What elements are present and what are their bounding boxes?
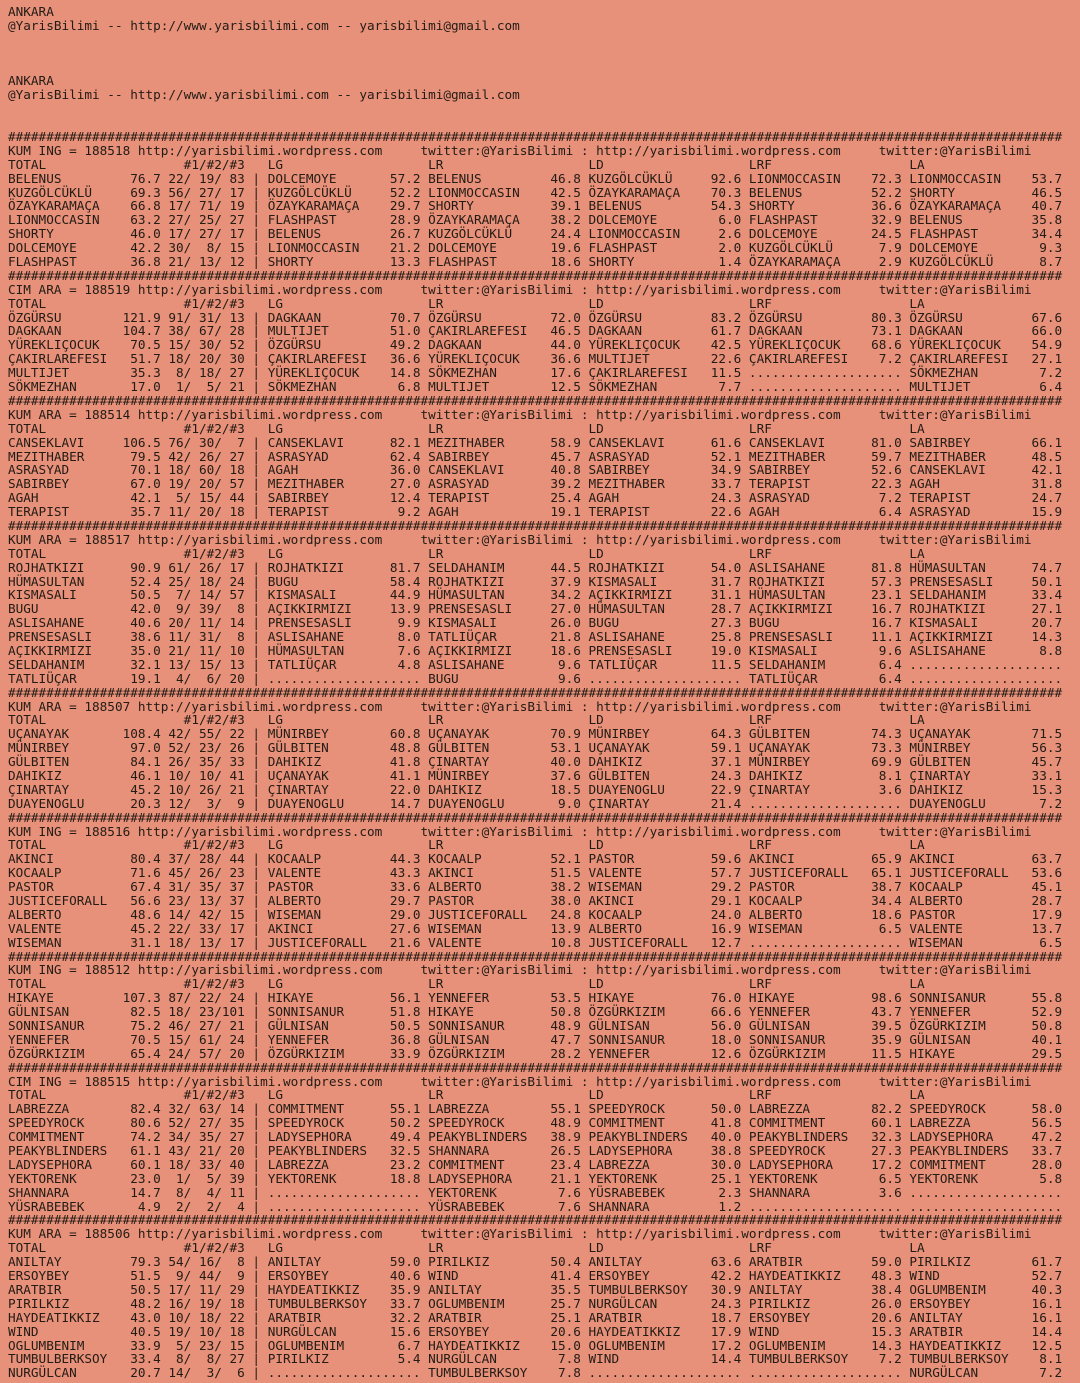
race-row: DUAYENOGLU 20.3 12/ 3/ 9 | DUAYENOGLU 14.7 DUAYENOGLU 9.0 ÇINARTAY 21.4 .................... DUAYENOGLU 7.2 xyxy=(8,795,1063,811)
report-separator: ########################################################################################################################################## xyxy=(8,1212,1063,1228)
race-section-header: CIM ARA = 188519 http://yarisbilimi.wordpress.com twitter:@YarisBilimi : http://yarisbilimi.wordpress.com twitter:@YarisBilimi xyxy=(8,281,1032,297)
race-row: YENNEFER 70.5 15/ 61/ 24 | YENNEFER 36.8 GÜLNISAN 47.7 SONNISANUR 18.0 SONNISANUR 35.9 GÜLNISAN 40.1 xyxy=(8,1031,1063,1047)
race-row: LIONMOCCASIN 63.2 27/ 25/ 27 | FLASHPAST 28.9 ÖZAYKARAMAÇA 38.2 DOLCEMOYE 6.0 FLASHPAST 32.9 BELENUS 35.8 xyxy=(8,212,1063,228)
race-row: CANSEKLAVI 106.5 76/ 30/ 7 | CANSEKLAVI 82.1 MEZITHABER 58.9 CANSEKLAVI 61.6 CANSEKLAVI 81.0 SABIRBEY 66.1 xyxy=(8,434,1063,450)
report-separator: ########################################################################################################################################## xyxy=(8,517,1063,533)
race-row: SELDAHANIM 32.1 13/ 15/ 13 | TATLIÜÇAR 4.8 ASLISAHANE 9.6 TATLIÜÇAR 11.5 SELDAHANIM 6.4 .................... xyxy=(8,656,1063,672)
race-report xyxy=(8,130,1080,1380)
report-separator: ########################################################################################################################################## xyxy=(8,684,1063,700)
race-row: SABIRBEY 67.0 19/ 20/ 57 | MEZITHABER 27.0 ASRASYAD 39.2 MEZITHABER 33.7 TERAPIST 22.3 AGAH 31.8 xyxy=(8,476,1063,492)
race-row: PEAKYBLINDERS 61.1 43/ 21/ 20 | PEAKYBLINDERS 32.5 SHANNARA 26.5 LADYSEPHORA 38.8 SPEEDYROCK 27.3 PEAKYBLINDERS 33.7 xyxy=(8,1143,1063,1159)
report-separator: ########################################################################################################################################## xyxy=(8,392,1063,408)
race-row: WISEMAN 31.1 18/ 13/ 17 | JUSTICEFORALL 21.6 VALENTE 10.8 JUSTICEFORALL 12.7 .................... WISEMAN 6.5 xyxy=(8,934,1063,950)
race-row: OGLUMBENIM 33.9 5/ 23/ 15 | OGLUMBENIM 6.7 HAYDEATIKKIZ 15.0 OGLUMBENIM 17.2 OGLUMBENIM 14.3 HAYDEATIKKIZ 12.5 xyxy=(8,1337,1063,1353)
race-row: YEKTORENK 23.0 1/ 5/ 39 | YEKTORENK 18.8 LADYSEPHORA 21.1 YEKTORENK 25.1 YEKTORENK 6.5 YEKTORENK 5.8 xyxy=(8,1170,1063,1186)
report-separator: ########################################################################################################################################## xyxy=(8,948,1063,964)
column-header-row: TOTAL #1/#2/#3 LG LR LD LRF LA xyxy=(8,295,1063,311)
race-row: SPEEDYROCK 80.6 52/ 27/ 35 | SPEEDYROCK 50.2 SPEEDYROCK 48.9 COMMITMENT 41.8 COMMITMENT 60.1 LABREZZA 56.5 xyxy=(8,1115,1063,1131)
contact-line-repeat: @YarisBilimi -- http://www.yarisbilimi.com -- yarisbilimi@gmail.com xyxy=(8,87,520,103)
race-row: KISMASALI 50.5 7/ 14/ 57 | KISMASALI 44.9 HÜMASULTAN 34.2 AÇIKKIRMIZI 31.1 HÜMASULTAN 23.1 SELDAHANIM 33.4 xyxy=(8,587,1063,603)
report-separator: ########################################################################################################################################## xyxy=(8,809,1063,825)
track-name: ANKARA xyxy=(8,4,54,19)
race-section-header: KUM ARA = 188514 http://yarisbilimi.wordpress.com twitter:@YarisBilimi : http://yarisbilimi.wordpress.com twitter:@YarisBilimi xyxy=(8,406,1032,422)
report-separator: ########################################################################################################################################## xyxy=(8,267,1063,283)
race-row: KUZGÖLCÜKLÜ 69.3 56/ 27/ 17 | KUZGÖLCÜKLÜ 52.2 LIONMOCCASIN 42.5 ÖZAYKARAMAÇA 70.3 BELENUS 52.2 SHORTY 46.5 xyxy=(8,184,1063,200)
race-row: LABREZZA 82.4 32/ 63/ 14 | COMMITMENT 55.1 LABREZZA 55.1 SPEEDYROCK 50.0 LABREZZA 82.2 SPEEDYROCK 58.0 xyxy=(8,1101,1063,1117)
report-separator: ########################################################################################################################################## xyxy=(8,1059,1063,1075)
race-row: ÇINARTAY 45.2 10/ 26/ 21 | ÇINARTAY 22.0 DAHIKIZ 18.5 DUAYENOGLU 22.9 ÇINARTAY 3.6 DAHIKIZ 15.3 xyxy=(8,781,1063,797)
race-row: TATLIÜÇAR 19.1 4/ 6/ 20 | .................... BUGU 9.6 .................... TATLIÜÇAR 6.4 .................... xyxy=(8,670,1063,686)
column-header-row: TOTAL #1/#2/#3 LG LR LD LRF LA xyxy=(8,156,1063,172)
blank-line xyxy=(8,33,1080,47)
race-row: COMMITMENT 74.2 34/ 35/ 27 | LADYSEPHORA 49.4 PEAKYBLINDERS 38.9 PEAKYBLINDERS 40.0 PEAKYBLINDERS 32.3 LADYSEPHORA 47.2 xyxy=(8,1129,1063,1145)
report-separator: ########################################################################################################################################## xyxy=(8,129,1063,145)
race-row: MÜNIRBEY 97.0 52/ 23/ 26 | GÜLBITEN 48.8 GÜLBITEN 53.1 UÇANAYAK 59.1 UÇANAYAK 73.3 MÜNIRBEY 56.3 xyxy=(8,740,1063,756)
race-row: ROJHATKIZI 90.9 61/ 26/ 17 | ROJHATKIZI 81.7 SELDAHANIM 44.5 ROJHATKIZI 54.0 ASLISAHANE 81.8 HÜMASULTAN 74.7 xyxy=(8,559,1063,575)
race-section-header: KUM ARA = 188507 http://yarisbilimi.wordpress.com twitter:@YarisBilimi : http://yarisbilimi.wordpress.com twitter:@YarisBilimi xyxy=(8,698,1032,714)
blank-line xyxy=(8,102,1080,116)
race-row: GÜLNISAN 82.5 18/ 23/101 | SONNISANUR 51.8 HIKAYE 50.8 ÖZGÜRKIZIM 66.6 YENNEFER 43.7 YENNEFER 52.9 xyxy=(8,1004,1063,1020)
track-name-repeat: ANKARA xyxy=(8,73,54,89)
race-row: VALENTE 45.2 22/ 33/ 17 | AKINCI 27.6 WISEMAN 13.9 ALBERTO 16.9 WISEMAN 6.5 VALENTE 13.7 xyxy=(8,920,1063,936)
column-header-row: TOTAL #1/#2/#3 LG LR LD LRF LA xyxy=(8,420,1063,436)
race-row: UÇANAYAK 108.4 42/ 55/ 22 | MÜNIRBEY 60.8 UÇANAYAK 70.9 MÜNIRBEY 64.3 GÜLBITEN 74.3 UÇANAYAK 71.5 xyxy=(8,726,1063,742)
contact-line: @YarisBilimi -- http://www.yarisbilimi.com -- yarisbilimi@gmail.com xyxy=(8,17,520,33)
race-row: JUSTICEFORALL 56.6 23/ 13/ 37 | ALBERTO 29.7 PASTOR 38.0 AKINCI 29.1 KOCAALP 34.4 ALBERTO 28.7 xyxy=(8,893,1063,908)
race-row: PASTOR 67.4 31/ 35/ 37 | PASTOR 33.6 ALBERTO 38.2 WISEMAN 29.2 PASTOR 38.7 KOCAALP 45.1 xyxy=(8,879,1063,895)
race-section-header: CIM ING = 188515 http://yarisbilimi.wordpress.com twitter:@YarisBilimi : http://yarisbilimi.wordpress.com twitter:@YarisBilimi xyxy=(8,1073,1032,1089)
blank-line xyxy=(8,61,1080,75)
race-row: YÜSRABEBEK 4.9 2/ 2/ 4 | .................... YÜSRABEBEK 7.6 SHANNARA 1.2 .................... .................... xyxy=(8,1198,1063,1214)
blank-line xyxy=(8,47,1080,61)
race-row: ÇAKIRLAREFESI 51.7 18/ 20/ 30 | ÇAKIRLAREFESI 36.6 YÜREKLIÇOCUK 36.6 MULTIJET 22.6 ÇAKIRLAREFESI 7.2 ÇAKIRLAREFESI 27.1 xyxy=(8,351,1063,367)
race-section-header: KUM ING = 188516 http://yarisbilimi.wordpress.com twitter:@YarisBilimi : http://yarisbilimi.wordpress.com twitter:@YarisBilimi xyxy=(8,823,1032,839)
column-header-row: TOTAL #1/#2/#3 LG LR LD LRF LA xyxy=(8,545,1063,561)
race-row: SÖKMEZHAN 17.0 1/ 5/ 21 | SÖKMEZHAN 6.8 MULTIJET 12.5 SÖKMEZHAN 7.7 .................... MULTIJET 6.4 xyxy=(8,379,1063,395)
race-row: DAHIKIZ 46.1 10/ 10/ 41 | UÇANAYAK 41.1 MÜNIRBEY 37.6 GÜLBITEN 24.3 DAHIKIZ 8.1 ÇINARTAY 33.1 xyxy=(8,767,1063,783)
race-row: TERAPIST 35.7 11/ 20/ 18 | TERAPIST 9.2 AGAH 19.1 TERAPIST 22.6 AGAH 6.4 ASRASYAD 15.9 xyxy=(8,504,1063,520)
race-row: PIRILKIZ 48.2 16/ 19/ 18 | TUMBULBERKSOY 33.7 OGLUMBENIM 25.7 NURGÜLCAN 24.3 PIRILKIZ 26.0 ERSOYBEY 16.1 xyxy=(8,1295,1063,1311)
race-section-header: KUM ARA = 188506 http://yarisbilimi.wordpress.com twitter:@YarisBilimi : http://yarisbilimi.wordpress.com twitter:@YarisBilimi xyxy=(8,1226,1032,1242)
race-row: ERSOYBEY 51.5 9/ 44/ 9 | ERSOYBEY 40.6 WIND 41.4 ERSOYBEY 42.2 HAYDEATIKKIZ 48.3 WIND 52.7 xyxy=(8,1268,1063,1284)
race-row: SHORTY 46.0 17/ 27/ 17 | BELENUS 26.7 KUZGÖLCÜKLÜ 24.4 LIONMOCCASIN 2.6 DOLCEMOYE 24.5 FLASHPAST 34.4 xyxy=(8,226,1063,242)
race-row: AGAH 42.1 5/ 15/ 44 | SABIRBEY 12.4 TERAPIST 25.4 AGAH 24.3 ASRASYAD 7.2 TERAPIST 24.7 xyxy=(8,490,1063,506)
column-header-row: TOTAL #1/#2/#3 LG LR LD LRF LA xyxy=(8,1087,1063,1103)
column-header-row: TOTAL #1/#2/#3 LG LR LD LRF LA xyxy=(8,712,1063,728)
column-header-row: TOTAL #1/#2/#3 LG LR LD LRF LA xyxy=(8,1240,1063,1256)
race-row: ANILTAY 79.3 54/ 16/ 8 | ANILTAY 59.0 PIRILKIZ 50.4 ANILTAY 63.6 ARATBIR 59.0 PIRILKIZ 61.7 xyxy=(8,1254,1063,1270)
race-row: ASLISAHANE 40.6 20/ 11/ 14 | PRENSESASLI 9.9 KISMASALI 26.0 BUGU 27.3 BUGU 16.7 KISMASALI 20.7 xyxy=(8,615,1063,631)
race-row: KOCAALP 71.6 45/ 26/ 23 | VALENTE 43.3 AKINCI 51.5 VALENTE 57.7 JUSTICEFORALL 65.1 JUSTICEFORALL 53.6 xyxy=(8,865,1063,881)
blank-line xyxy=(8,116,1080,130)
race-row: ARATBIR 50.5 17/ 11/ 29 | HAYDEATIKKIZ 35.9 ANILTAY 35.5 TUMBULBERKSOY 30.9 ANILTAY 38.4 OGLUMBENIM 40.3 xyxy=(8,1281,1063,1297)
race-row: HÜMASULTAN 52.4 25/ 18/ 24 | BUGU 58.4 ROJHATKIZI 37.9 KISMASALI 31.7 ROJHATKIZI 57.3 PRENSESASLI 50.1 xyxy=(8,573,1063,589)
race-row: ÖZGÜRKIZIM 65.4 24/ 57/ 20 | ÖZGÜRKIZIM 33.9 ÖZGÜRKIZIM 28.2 YENNEFER 12.6 ÖZGÜRKIZIM 11.5 HIKAYE 29.5 xyxy=(8,1045,1063,1061)
column-header-row: TOTAL #1/#2/#3 LG LR LD LRF LA xyxy=(8,837,1063,853)
race-row: MULTIJET 35.3 8/ 18/ 27 | YÜREKLIÇOCUK 14.8 SÖKMEZHAN 17.6 ÇAKIRLAREFESI 11.5 .................... SÖKMEZHAN 7.2 xyxy=(8,365,1063,381)
race-row: ALBERTO 48.6 14/ 42/ 15 | WISEMAN 29.0 JUSTICEFORALL 24.8 KOCAALP 24.0 ALBERTO 18.6 PASTOR 17.9 xyxy=(8,906,1063,922)
race-row: HIKAYE 107.3 87/ 22/ 24 | HIKAYE 56.1 YENNEFER 53.5 HIKAYE 76.0 HIKAYE 98.6 SONNISANUR 55.8 xyxy=(8,990,1063,1006)
race-row: SONNISANUR 75.2 46/ 27/ 21 | GÜLNISAN 50.5 SONNISANUR 48.9 GÜLNISAN 56.0 GÜLNISAN 39.5 ÖZGÜRKIZIM 50.8 xyxy=(8,1018,1063,1034)
race-row: YÜREKLIÇOCUK 70.5 15/ 30/ 52 | ÖZGÜRSU 49.2 DAGKAAN 44.0 YÜREKLIÇOCUK 42.5 YÜREKLIÇOCUK 68.6 YÜREKLIÇOCUK 54.9 xyxy=(8,337,1063,353)
race-row: WIND 40.5 19/ 10/ 18 | NURGÜLCAN 15.6 ERSOYBEY 20.6 HAYDEATIKKIZ 17.9 WIND 15.3 ARATBIR 14.4 xyxy=(8,1323,1063,1339)
race-row: HAYDEATIKKIZ 43.0 10/ 18/ 22 | ARATBIR 32.2 ARATBIR 25.1 ARATBIR 18.7 ERSOYBEY 20.6 ANILTAY 16.1 xyxy=(8,1309,1063,1325)
race-row: MEZITHABER 79.5 42/ 26/ 27 | ASRASYAD 62.4 SABIRBEY 45.7 ASRASYAD 52.1 MEZITHABER 59.7 MEZITHABER 48.5 xyxy=(8,448,1063,464)
race-row: AÇIKKIRMIZI 35.0 21/ 11/ 10 | HÜMASULTAN 7.6 AÇIKKIRMIZI 18.6 PRENSESASLI 19.0 KISMASALI 9.6 ASLISAHANE 8.8 xyxy=(8,642,1063,658)
race-section-header: KUM ING = 188518 http://yarisbilimi.wordpress.com twitter:@YarisBilimi : http://yarisbilimi.wordpress.com twitter:@YarisBilimi xyxy=(8,142,1032,158)
race-row: LADYSEPHORA 60.1 18/ 33/ 40 | LABREZZA 23.2 COMMITMENT 23.4 LABREZZA 30.0 LADYSEPHORA 17.2 COMMITMENT 28.0 xyxy=(8,1156,1063,1172)
race-row: DOLCEMOYE 42.2 30/ 8/ 15 | LIONMOCCASIN 21.2 DOLCEMOYE 19.6 FLASHPAST 2.0 KUZGÖLCÜKLÜ 7.9 DOLCEMOYE 9.3 xyxy=(8,240,1063,256)
race-row: AKINCI 80.4 37/ 28/ 44 | KOCAALP 44.3 KOCAALP 52.1 PASTOR 59.6 AKINCI 65.9 AKINCI 63.7 xyxy=(8,851,1063,867)
race-row: NURGÜLCAN 20.7 14/ 3/ 6 | .................... TUMBULBERKSOY 7.8 .................... .................... NURGÜLCAN 7.2 xyxy=(8,1365,1063,1381)
race-row: ÖZGÜRSU 121.9 91/ 31/ 13 | DAGKAAN 70.7 ÖZGÜRSU 72.0 ÖZGÜRSU 83.2 ÖZGÜRSU 80.3 ÖZGÜRSU 67.6 xyxy=(8,309,1063,325)
race-row: ÖZAYKARAMAÇA 66.8 17/ 71/ 19 | ÖZAYKARAMAÇA 29.7 SHORTY 39.1 BELENUS 54.3 SHORTY 36.6 ÖZAYKARAMAÇA 40.7 xyxy=(8,198,1063,214)
race-row: GÜLBITEN 84.1 26/ 35/ 33 | DAHIKIZ 41.8 ÇINARTAY 40.0 DAHIKIZ 37.1 MÜNIRBEY 69.9 GÜLBITEN 45.7 xyxy=(8,754,1063,770)
race-row: BUGU 42.0 9/ 39/ 8 | AÇIKKIRMIZI 13.9 PRENSESASLI 27.0 HÜMASULTAN 28.7 AÇIKKIRMIZI 16.7 ROJHATKIZI 27.1 xyxy=(8,601,1063,617)
race-row: BELENUS 76.7 22/ 19/ 83 | DOLCEMOYE 57.2 BELENUS 46.8 KUZGÖLCÜKLÜ 92.6 LIONMOCCASIN 72.3 LIONMOCCASIN 53.7 xyxy=(8,170,1063,186)
race-row: PRENSESASLI 38.6 11/ 31/ 8 | ASLISAHANE 8.0 TATLIÜÇAR 21.8 ASLISAHANE 25.8 PRENSESASLI 11.1 AÇIKKIRMIZI 14.3 xyxy=(8,629,1063,645)
race-row: ASRASYAD 70.1 18/ 60/ 18 | AGAH 36.0 CANSEKLAVI 40.8 SABIRBEY 34.9 SABIRBEY 52.6 CANSEKLAVI 42.1 xyxy=(8,462,1063,478)
race-row: SHANNARA 14.7 8/ 4/ 11 | .................... YEKTORENK 7.6 YÜSRABEBEK 2.3 SHANNARA 3.6 .................... xyxy=(8,1184,1063,1200)
race-row: FLASHPAST 36.8 21/ 13/ 12 | SHORTY 13.3 FLASHPAST 18.6 SHORTY 1.4 ÖZAYKARAMAÇA 2.9 KUZGÖLCÜKLÜ 8.7 xyxy=(8,254,1063,270)
race-row: TUMBULBERKSOY 33.4 8/ 8/ 27 | PIRILKIZ 5.4 NURGÜLCAN 7.8 WIND 14.4 TUMBULBERKSOY 7.2 TUMBULBERKSOY 8.1 xyxy=(8,1351,1063,1367)
race-row: DAGKAAN 104.7 38/ 67/ 28 | MULTIJET 51.0 ÇAKIRLAREFESI 46.5 DAGKAAN 61.7 DAGKAAN 73.1 DAGKAAN 66.0 xyxy=(8,323,1063,339)
column-header-row: TOTAL #1/#2/#3 LG LR LD LRF LA xyxy=(8,976,1063,992)
race-section-header: KUM ING = 188512 http://yarisbilimi.wordpress.com twitter:@YarisBilimi : http://yarisbilimi.wordpress.com twitter:@YarisBilimi xyxy=(8,962,1032,978)
race-section-header: KUM ARA = 188517 http://yarisbilimi.wordpress.com twitter:@YarisBilimi : http://yarisbilimi.wordpress.com twitter:@YarisBilimi xyxy=(8,531,1032,547)
